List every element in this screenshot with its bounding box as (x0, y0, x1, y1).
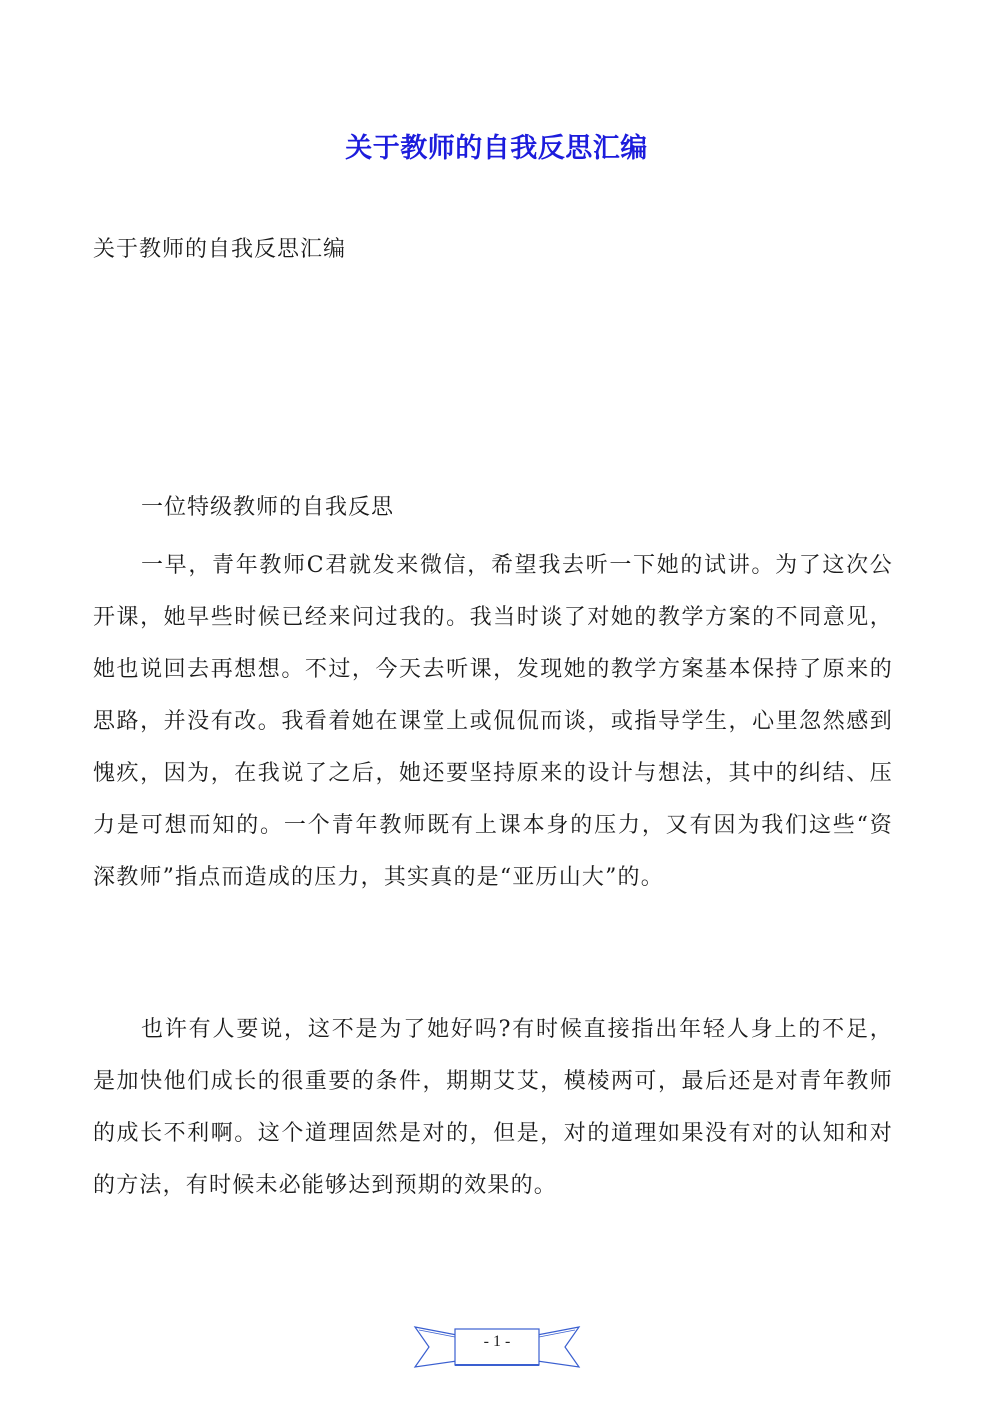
section-heading: 一位特级教师的自我反思 (141, 495, 395, 520)
paragraph-1: 一早，青年教师C君就发来微信，希望我去听一下她的试讲。为了这次公开课，她早些时候已经来问过我的。我当时谈了对她的教学方案的不同意见，她也说回去再想想。不过，今天去听课，发现她的教学方案基本保持了原来的思路，并没有改。我看着她在课堂上或侃侃而谈，或指导学生，心里忽然感到愧疚，因为，在我说了之后，她还要坚持原来的设计与想法，其中的纠结、压力是可想而知的。一个青年教师既有上课本身的压力，又有因为我们这些“资深教师”指点而造成的压力，其实真的是“亚历山大”的。 (93, 553, 893, 890)
document-title: 关于教师的自我反思汇编 (345, 133, 648, 164)
page-number: - 1 - (483, 1333, 511, 1350)
document-subtitle: 关于教师的自我反思汇编 (93, 237, 347, 262)
paragraph-2: 也许有人要说，这不是为了她好吗?有时候直接指出年轻人身上的不足，是加快他们成长的很重要的条件，期期艾艾，模棱两可，最后还是对青年教师的成长不利啊。这个道理固然是对的，但是，对的道理如果没有对的认知和对的方法，有时候未必能够达到预期的效果的。 (93, 1017, 893, 1198)
page-footer (413, 1321, 581, 1371)
